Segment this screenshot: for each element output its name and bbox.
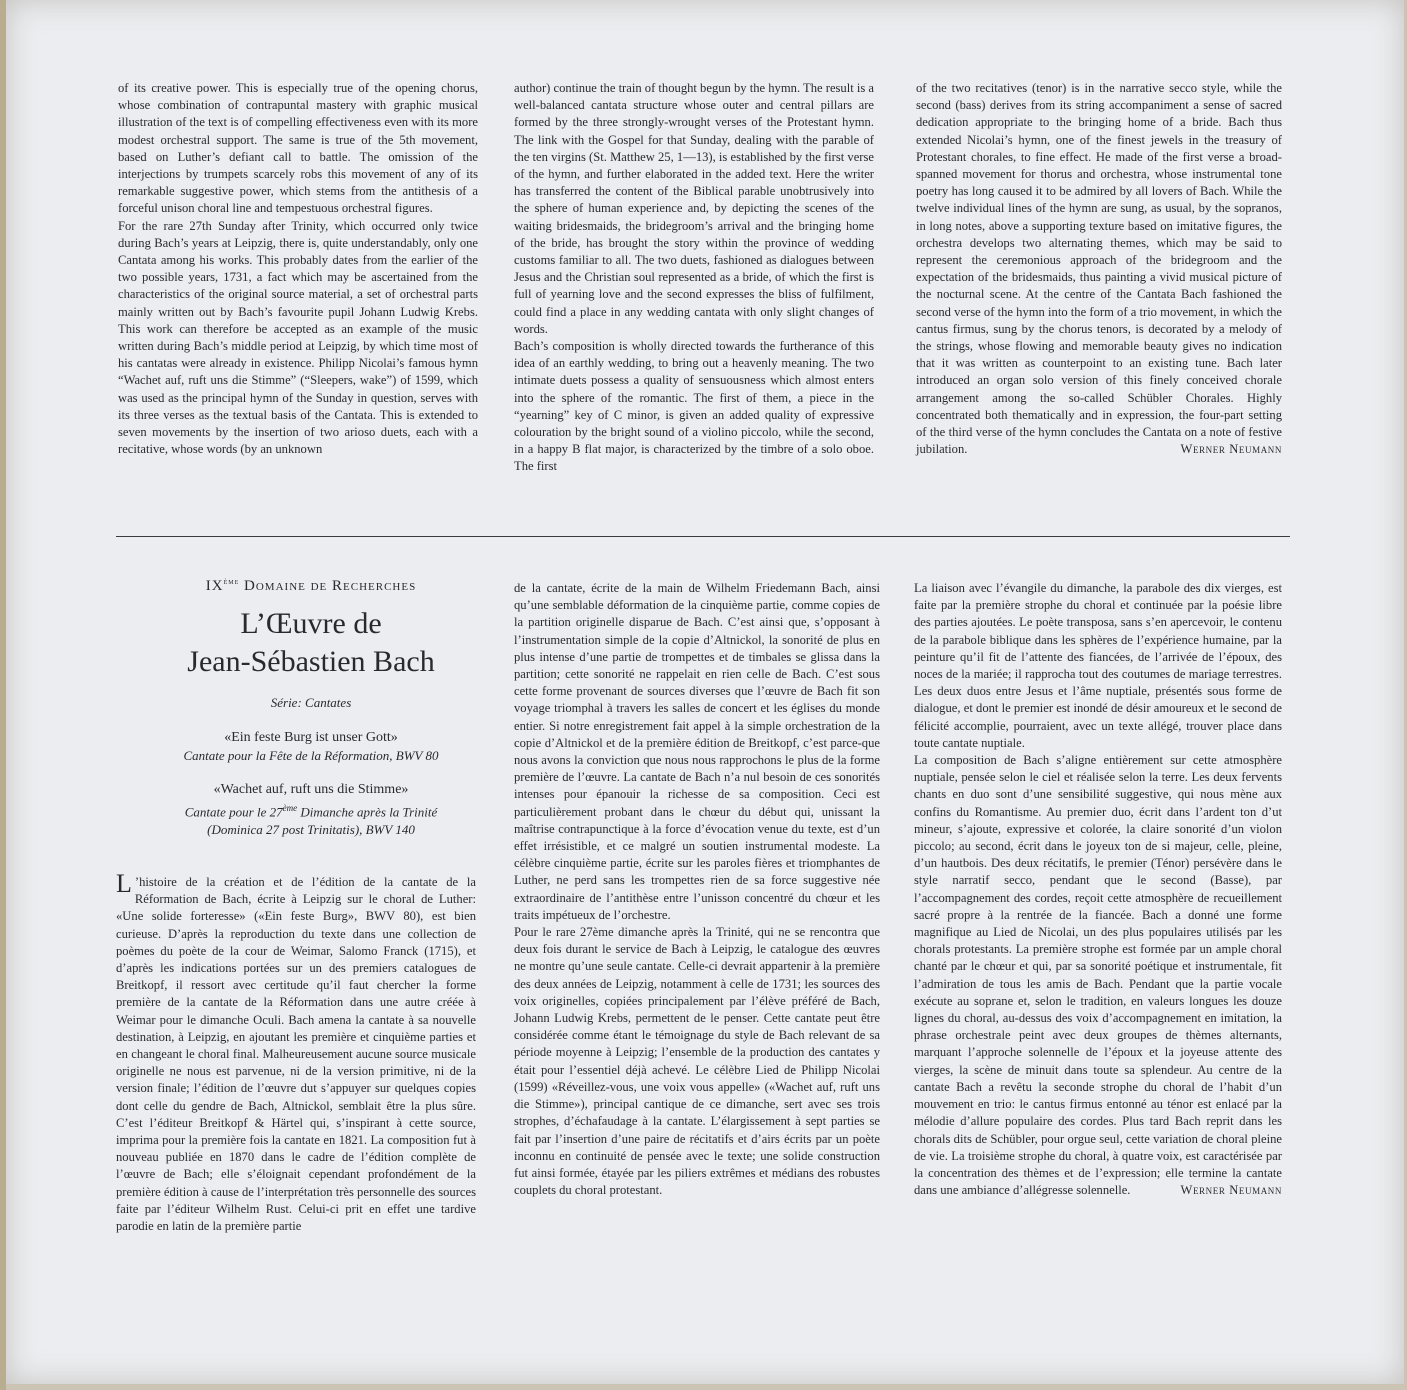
english-column-2 [514, 80, 874, 476]
french-signature: Werner Neumann [1180, 1183, 1282, 1198]
domain-number: IX [205, 578, 224, 594]
drop-cap: L [116, 869, 132, 898]
work2-title: «Wachet auf, ruft uns die Stimme» [213, 782, 409, 797]
french-col1-text: ’histoire de la création et de l’édition de la cantate de la Réformation de Bach, écrite à Leipzig sur le choral de Luther: «Une solide forteresse» («Ein feste Burg», BWV 80), est bien curieuse. D’après la reproduction du texte dans une collection de poèmes du poète de la cour de Weimar, Salomo Franck (1715), et d’après les indications portées sur un des premiers catalogues de Breitkopf, il ressort avec certitude qu’il faut chercher la forme première de la cantate de la Réformation dans une autre créée à Weimar pour le dimanche Oculi. Bach amena la cantate à sa nouvelle destination, à Leipzig, en ajoutant les première et cinquième parties et en changeant le choral final. Malheureusement aucune source musicale originelle ne nous est parvenue, ni de la version primitive, ni de la version finale; l’édition de l’œuvre dut s’appuyer sur quelques copies dont celle du gendre de Bach, Altnickol, semblait être la plus sûre. C’est l’éditeur Breitkopf & Härtel qui, s’inspirant à cette source, imprima pour la première fois la cantate en 1821. La composition fut à nouveau publiée en 1870 dans le cadre de l’édition complète de l’œuvre de Bach; elle s’éloignait cependant profondément de la première édition à cause de l’interprétation très personnelle des sources faite par l’éditeur Wilhelm Rust. Celui-ci prit en effet une tardive parodie en latin de la première partie [116, 875, 476, 1234]
work1-title: «Ein feste Burg ist unser Gott» [224, 730, 398, 745]
english-col1-para1: of its creative power. This is especially true of the opening chorus, whose combination of contrapuntal mastery with graphic musical illustration of the text is of compelling effectiveness even with its more modest orchestral support. The same is true of the 5th movement, based on Luther’s defiant call to battle. The omission of the interjections by trumpets scarcely robs this movement of any of its remarkable suggestive power, which stems from the antithesis of a forceful unison choral line and tempestuous orchestral figures. [118, 81, 478, 216]
section-divider [116, 536, 1290, 537]
work2-sub-a: Cantate pour le 27 [184, 804, 283, 820]
english-col3-text: of the two recitatives (tenor) is in the narrative secco style, while the second (bass) derives from its string accompaniment a sense of sacred dedication appropriate to the bringing home of a bride. Bach thus extended Nicolai’s hymn, one of the finest jewels in the treasury of Protestant chorales, to fine effect. He made of the first verse a broad-spanned movement for thorus and orchestra, whose instrumental tone poetry has long caused it to be admired by all lovers of Bach. While the twelve individual lines of the hymn are sung, as usual, by the sopranos, in long notes, above a supporting texture based on imitative figures, the orchestra develops two alternating themes, which may be said to represent the ceremonious approach of the bridegroom and the expectation of the bridesmaids, thus painting a vivid musical picture of the nocturnal scene. At the centre of the Cantata Bach fashioned the second verse of the hymn into the form of a trio movement, in which the cantus firmus, sung by the chorus tenors, is decorated by a melody of the strings, whose flowing and memorable beauty gives no indication that it was written as counterpoint to an existing tune. Bach later introduced an organ solo version of this finely conceived chorale arrangement among the so-called Schübler Chorales. Highly concentrated both thematically and in expression, the four-part setting of the third verse of the hymn concludes the Cantata on a note of festive jubilation. [916, 81, 1282, 457]
domain-text: Domaine de Recherches [239, 578, 417, 594]
english-col2-para1: author) continue the train of thought begun by the hymn. The result is a well-balanced cantata structure whose outer and central pillars are formed by the three strongly-wrought verses of the Protestant hymn. The link with the Gospel for that Sunday, dealing with the parable of the ten virgins (St. Matthew 25, 1—13), is established by the first verse of the hymn, and further elaborated in the added text. Here the writer has transferred the content of the Biblical parable unobtrusively into the sphere of human experience and, by depicting the scenes of the waiting bridesmaids, the bridegroom’s arrival and the bringing home of the bride, has brought the story within the province of wedding customs familiar to all. The two duets, fashioned as dialogues between Jesus and the Christian soul represented as a bride, of which the first is full of yearning love and the second expresses the bliss of fulfilment, could find a place in any wedding cantata with only slight changes of words. [514, 81, 875, 336]
french-col3-para2 [914, 752, 1282, 1199]
english-signature: Werner Neumann [1180, 442, 1282, 457]
work2-sub-b: Dimanche après la Trinité [297, 804, 438, 820]
work2-sub-sup: ème [282, 803, 298, 813]
title-line-1: L’Œuvre de [240, 607, 382, 640]
domain-superscript: ème [223, 576, 240, 586]
series-label: Série: Cantates [270, 695, 352, 710]
english-col2-para2: Bach’s composition is wholly directed towards the furtherance of this idea of an earthly wedding, to bring out a heavenly meaning. The two intimate duets possess a quality of sensuousness which almost enters into the sphere of the romantic. The first of them, a piece in the “yearning” key of C minor, is given an added quality of expressive colouration by the bright sound of a violino piccolo, while the second, in a happy B flat major, is characterized by the timbre of a solo oboe. The first [514, 339, 874, 474]
french-column-1 [116, 869, 476, 1235]
french-col3-para1: La liaison avec l’évangile du dimanche, la parabole des dix vierges, est faite par la première strophe du choral et continuée par la poésie libre des parties ajoutées. Le poète transposa, sans s’en apercevoir, le contenu de la parabole biblique dans les sphères de l’expérience humaine, par la peinture qu’il fit de l’attente des fiancées, de l’arrivée de l’époux, des noces de la mariée; il rapprocha tout des coutumes de mariage terrestres. Les deux duos entre Jesus et l’âme nuptiale, présentés sous forme de dialogue, et dont le premier est inondé de désir amoureux et le second de félicité accomplie, pourraient, avec un texte allégé, trouver place dans toute cantate nuptiale. [914, 581, 1282, 750]
page-title [116, 605, 506, 681]
liner-notes-page [6, 0, 1404, 1384]
english-column-1 [118, 80, 478, 458]
work1-subtitle: Cantate pour la Fête de la Réformation, BWV 80 [183, 748, 439, 763]
french-column-3 [914, 580, 1282, 1199]
french-col3-text: La composition de Bach s’aligne entièrement sur cette atmosphère nuptiale, pensée selon le ciel et réalisée selon la terre. Les deux fervents chants en duo sont d’une sensibilité suggestive, qui nous mène aux confins du Romantisme. Au premier duo, écrit dans l’ardent ton d’ut mineur, s’ajoute, expressive et colorée, la claire sonorité d’un violon piccolo; au second, écrit dans le joyeux ton de si majeur, celle, pleine, d’un hautbois. Des deux récitatifs, le premier (Ténor) persévère dans le style narratif secco, pendant que le second (Basse), par l’accompagnement des cordes, reçoit cette atmosphère de recueillement sacré propre à la rentrée de la fiancée. Bach a donné une forme magnifique au Lied de Nicolai, un des plus populaires utilisés par les chorals protestants. La première strophe est formée par un ample choral chanté par le chœur et qui, par sa sonorité poétique et instrumentale, fit l’admiration de tous les amis de Bach. Pendant que la partie vocale exécute au soprane et, selon le tradition, en valeurs longues les douze lignes du choral, au-dessus des voix d’accompagnement en imitation, la phrase orchestrale peint avec deux groupes de thèmes alternants, marquant l’approche solennelle de l’époux et la joyeuse attente des vierges, la scène de minuit dans toute sa splendeur. Au centre de la cantate Bach a revêtu la seconde strophe du choral de l’habit d’un mouvement en trio: le cantus firmus entonné au ténor est enlacé par la mélodie d’allure populaire des cordes. Plus tard Bach reprit dans les chorals dits de Schübler, pour orgue seul, cette variation de choral pleine de vie. La troisième strophe du choral, à quatre voix, est caractérisée par la concentration des thèmes et de l’expression; elle termine la cantate dans une ambiance d’allégresse solennelle. [914, 753, 1282, 1198]
french-col2-para1: de la cantate, écrite de la main de Wilhelm Friedemann Bach, ainsi qu’une semblable déformation de la cinquième partie, comme copies de la partition originelle disparue de Bach. C’est ainsi que, s’opposant à l’instrumentation simple de la copie d’Altnickol, la sonorité de plus en plus intense d’une partie de trompettes et de timbales se glissa dans la partition; cette sonorité ne rappelait en rien celle de Bach. C’est sous cette forme provenant de sources diverses que l’œuvre de Bach fit son voyage triomphal à travers les salles de concert et les églises du monde entier. Si notre enregistrement fait appel à la simple orchestration de la copie d’Altnickol et de la première édition de Breitkopf, c’est parce-que nous avons la conviction que nous nous rapprochons le plus de la forme première de l’œuvre. La cantate de Bach n’a nul besoin de ces sonorités intenses pour épanouir la richesse de sa composition. Ceci est particulièrement probant dans le chœur du début qui, unissant la maîtrise contrapunctique à la force d’évocation venue du texte, est d’un effet irrésistible, et ce malgré un soutien instrumental modeste. La célèbre cinquième partie, écrite sur les paroles fières et triomphantes de Luther, ne perd sans les trompettes rien de sa force suggestive née extraordinaire de l’antithèse entre l’unisson concentré du chœur et les traits impétueux de l’orchestre. [514, 581, 880, 922]
english-col3-para1 [916, 80, 1282, 458]
french-heading [116, 576, 506, 839]
english-column-3 [916, 80, 1282, 458]
english-col1-para2: For the rare 27th Sunday after Trinity, which occurred only twice during Bach’s years at Leipzig, there is, quite understandably, only one Cantata among his works. This probably dates from the earlier of the two possible years, 1731, a fact which may be ascertained from the characteristics of the original source material, a set of orchestral parts mainly written out by Bach’s favourite pupil Johann Ludwig Krebs. This work can therefore be accepted as an example of the music written during Bach’s middle period at Leipzig, by which time most of his cantatas were already in existence. Philipp Nicolai’s famous hymn “Wachet auf, ruft uns die Stimme” (“Sleepers, wake”) of 1599, which was used as the principal hymn of the Sunday in question, serves with its three verses as the textual basis of the Cantata. This is extended to seven movements by the insertion of two arioso duets, each with a recitative, whose words (by an unknown [118, 218, 478, 457]
french-column-2 [514, 580, 880, 1199]
title-line-2: Jean-Sébastien Bach [187, 645, 435, 678]
domain-label [116, 576, 506, 595]
french-col2-para2: Pour le rare 27ème dimanche après la Trinité, qui ne se rencontra que deux fois durant le service de Bach à Leipzig, le catalogue des œuvres ne montre qu’une seule cantate. Celle-ci devrait appartenir à la première des deux années de Leipzig, notamment à celle de 1731; les sources des voix originelles, copiées principalement par l’élève préféré de Bach, Johann Ludwig Krebs, permettent de le penser. Cette cantate peut être considérée comme étant le témoignage du style de Bach relevant de sa période moyenne à Leipzig; l’ensemble de la production des cantates y était pour l’essentiel déjà achevé. Le célèbre Lied de Philipp Nicolai (1599) «Réveillez-vous, une voix vous appelle» («Wachet auf, ruft uns die Stimme»), principal cantique de ce dimanche, sert avec ses trois strophes, d’échafaudage à la cantate. L’élargissement à sept parties se fait par l’insertion d’une paire de récitatifs et d’airs écrits par un poète inconnu en continuité de pensée avec le texte; une solide construction fut ainsi formée, étayée par les piliers extrêmes et médians des robustes couplets du choral protestant. [514, 925, 880, 1198]
work2-sub-2: (Dominica 27 post Trinitatis), BWV 140 [207, 822, 415, 838]
french-col1-para [116, 869, 476, 1235]
work2-subtitle [116, 799, 506, 839]
